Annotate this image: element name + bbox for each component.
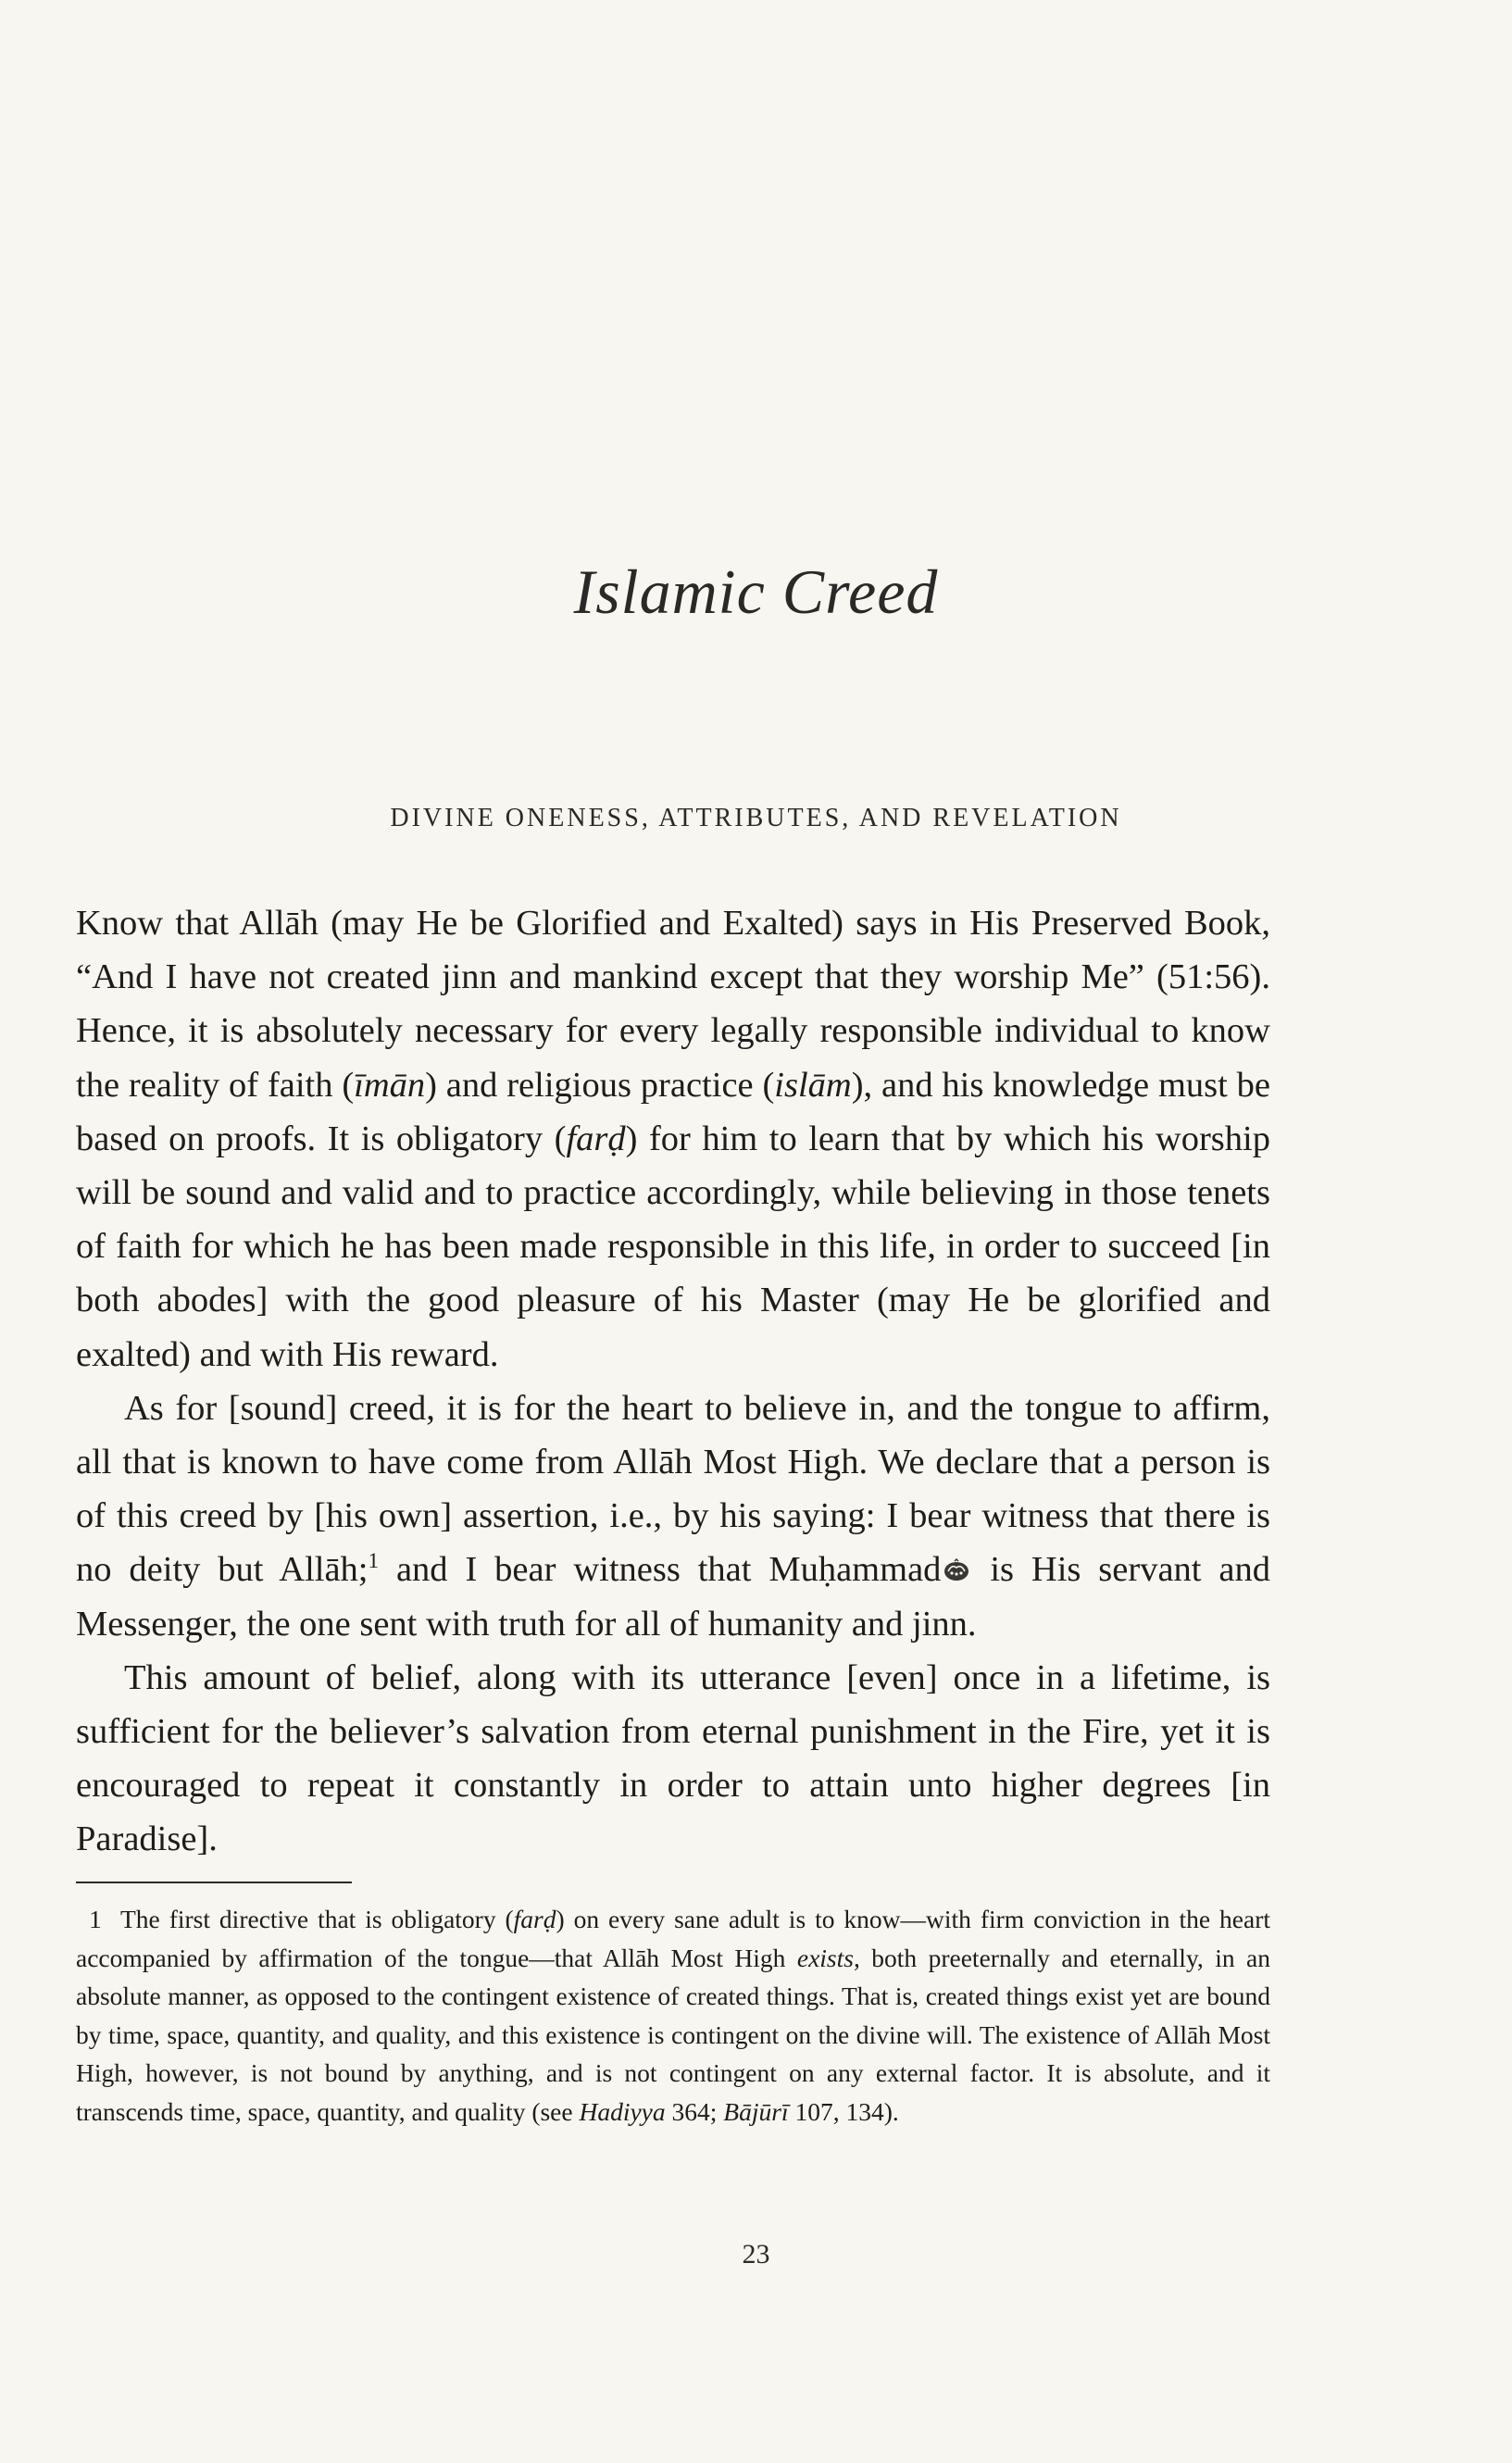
p1-text-b: ) and religious practice ( bbox=[425, 1065, 775, 1105]
salawat-honorific-icon bbox=[943, 1558, 970, 1582]
footnote-number: 1 bbox=[89, 1905, 102, 1933]
p2-text-a: As for [sound] creed, it is for the heart to believe in, and the tongue to affirm, all that is known to have come from Allāh Most High. We declare that a person is of this creed by [his own] assertion, i.e., by his saying: I bear witness that there is no deity but Allāh; bbox=[76, 1388, 1270, 1590]
fn-text-a: The first directive that is obligatory ( bbox=[120, 1905, 514, 1933]
p2-text-c: is His servant and Messenger, the one sent with truth for all of humanity and jinn. bbox=[76, 1550, 1270, 1644]
paragraph-2 bbox=[76, 1382, 1270, 1651]
p1-text-d: ) for him to learn that by which his worship will be sound and valid and to practice accordingly, while believing in those tenets of faith for which he has been made responsible in this life, in order to succeed [in both abodes] with the good pleasure of his Master (may He be glorified and exalted) and with His reward. bbox=[76, 1119, 1270, 1374]
term-fard: farḍ bbox=[566, 1119, 626, 1158]
fn-text-e: 107, 134). bbox=[788, 2096, 899, 2126]
p1-text-c: ), and his knowledge must be based on proofs. It is obligatory ( bbox=[76, 1065, 1270, 1158]
fn-text-c: , both preeternally and eternally, in an absolute manner, as opposed to the contingent existence of created things. That is, created things exist yet are bound by time, space, quantity, and quality, and this existence is contingent on the divine will. The existence of Allāh Most High, however, is not bound by anything, and is not contingent on any external factor. It is absolute, and it transcends time, space, quantity, and quality (see bbox=[76, 1943, 1270, 2126]
chapter-title: Islamic Creed bbox=[573, 556, 939, 627]
footnote-divider bbox=[76, 1882, 352, 1883]
p2-text-b: and I bear witness that Muḥammad bbox=[379, 1550, 942, 1590]
fn-term-exists: exists bbox=[796, 1943, 854, 1972]
fn-source-hadiyya: Hadiyya bbox=[579, 2096, 666, 2126]
paragraph-1 bbox=[76, 896, 1270, 1382]
page-number: 23 bbox=[742, 2239, 770, 2269]
p1-text-a: Know that Allāh (may He be Glorified and Exalted) says in His Preserved Book, “And I have not created jinn and mankind except that they worship Me” (51:56). Hence, it is absolutely necessary for every legally responsible individual to know the reality of faith ( bbox=[76, 904, 1270, 1105]
footnote-1 bbox=[76, 1900, 1270, 2131]
fn-text-b: ) on every sane adult is to know—with firm conviction in the heart accompanied by affirmation of the tongue—that Allāh Most High bbox=[76, 1905, 1270, 1972]
footnote-reference[interactable]: 1 bbox=[368, 1548, 380, 1573]
section-heading: DIVINE ONENESS, ATTRIBUTES, AND REVELATION bbox=[390, 804, 1122, 832]
term-iman: īmān bbox=[354, 1065, 426, 1105]
fn-source-bajuri: Bājūrī bbox=[723, 2096, 789, 2126]
fn-text-d: 364; bbox=[665, 2096, 724, 2126]
fn-term-fard: farḍ bbox=[513, 1905, 556, 1933]
body-text bbox=[76, 896, 1270, 1867]
paragraph-3: This amount of belief, along with its utterance [even] once in a lifetime, is sufficient for the believer’s salvation from eternal punishment in the Fire, yet it is encouraged to repeat it constantly in order to attain unto higher degrees [in Paradise]. bbox=[76, 1657, 1270, 1859]
term-islam: islām bbox=[774, 1065, 852, 1105]
